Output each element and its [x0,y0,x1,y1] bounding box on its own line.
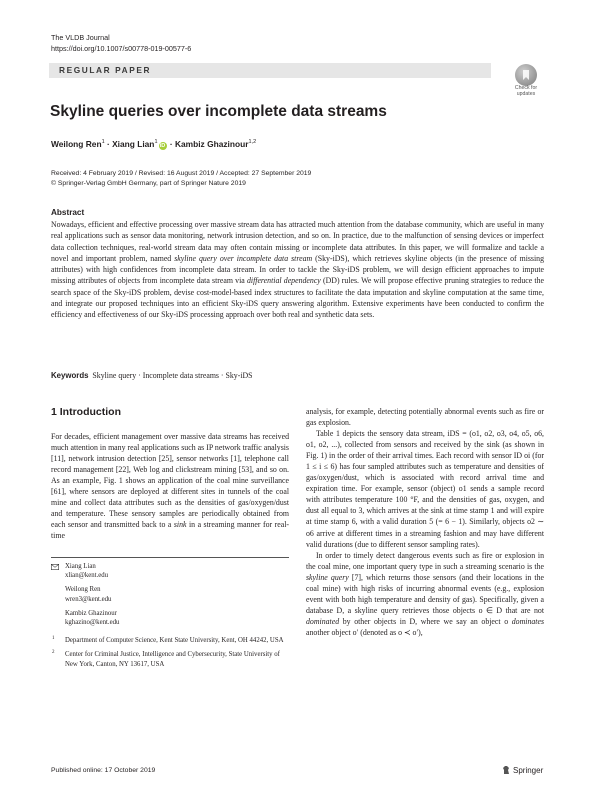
footnote-divider [51,557,289,558]
article-type-banner: REGULAR PAPER [49,63,491,78]
publication-dates [51,169,311,189]
left-column [51,431,289,541]
contact-name: Weilong Ren [65,586,101,594]
contact-entry [51,562,289,580]
author-name[interactable]: Kambiz Ghazinour [174,139,249,149]
publisher-logo [502,765,543,775]
contact-email[interactable]: xlian@kent.edu [65,572,109,580]
affiliation-number: 2 [52,650,55,656]
keywords-list: Skyline query · Incomplete data streams · Sky-iDS [92,371,253,380]
paragraph: analysis, for example, detecting potentially abnormal events such as fire or gas explosion. [306,407,544,428]
affiliation-number: 1 [52,636,55,642]
paragraph: For decades, efficient management over massive data streams has received much attention in many real applications such as IP network traffic analysis [11], network intrusion detection [25], sensor networks [1], telephone call record management [22], Web log and clickstream mining [53], and so on. As an example, Fig. 1 shows an application of the coal mine surveillance [61], where sensors are deployed at different sites in tunnels of the coal mine and collect data attributes such as the densities of gas/oxygen/dust and temperature. These sensory samples are periodically obtained from each sensor and transmitted back to a sink in a streaming manner for real-time [51,432,289,541]
orcid-icon[interactable]: iD [159,143,166,149]
author-affil-sup: 1,2 [248,139,257,146]
journal-name: The VLDB Journal [51,33,110,42]
published-online: Published online: 17 October 2019 [51,767,156,774]
contact-name: Xiang Lian [65,563,96,570]
author-name[interactable]: Xiang Lian [112,139,155,149]
author-separator: · [104,139,113,149]
contact-entry [51,609,289,627]
journal-header [51,33,191,54]
affiliation-text: Center for Criminal Justice, Intelligence and Cybersecurity, State University of New York, Canton, NY 13617, USA [65,651,280,668]
contact-entry [51,585,289,603]
author-affil-sup: 1 [101,139,105,146]
author-affil-sup: 1 [154,139,158,146]
badge-line2: updates [516,90,536,97]
contact-email[interactable]: wren3@kent.edu [65,595,112,603]
publisher-name: Springer [513,766,544,775]
abstract-text: Nowadays, efficient and effective processing over massive stream data has attracted much attention from the database community, which are useful in many real applications such as sensor data monitoring, network intrusion detection, and so on. In practice, due to the malfunction of sensing devices or imperfect data collection techniques, real-world stream data may often contain missing or incomplete data attributes. In this paper, we will formalize and tackle a novel and important problem, named skyline query over incomplete data stream (Sky-iDS), which retrieves skyline objects (in the presence of missing attributes) with high confidences from incomplete data stream. In order to tackle the Sky-iDS problem, we will design efficient approaches to impute missing attributes of objects from incomplete data stream via differential dependency (DD) rules. We will propose effective pruning strategies to reduce the search space of the Sky-iDS problem, devise cost-model-based index structures to facilitate the data imputation and skyline computation at the same time, and integrate our proposed techniques into an efficient Sky-iDS query answering algorithm. Extensive experiments have been conducted to confirm the efficiency and effectiveness of our Sky-iDS processing approach over both real and synthetic data sets. [51,220,545,319]
affiliation [51,650,289,668]
paragraph: In order to timely detect dangerous events such as fire or explosion in the coal mine, one important query type in such a streaming scenario is the skyline query [7], which returns those sensors (and their locations in the coal mine) with high risks of incurring abnormal events (e.g., explosion event with both high temperature and density of gas). Specifically, given a database D, a skyline query retrieves those objects o ∈ D that are not dominated by other objects in D, where we say an object o dominates another object o′ (denoted as o ≺ o′), [306,550,544,637]
springer-horse-icon [502,765,511,775]
affiliation-text: Department of Computer Science, Kent State University, Kent, OH 44242, USA [65,637,284,645]
right-column [306,406,544,638]
keywords-label: Keywords [51,371,89,380]
contact-name: Kambiz Ghazinour [65,609,117,617]
author-name[interactable]: Weilong Ren [51,139,102,149]
abstract-heading: Abstract [51,208,85,217]
paragraph: Table 1 depicts the sensory data stream, iDS = (o1, o2, o3, o4, o5, o6, o1, o2, ...), collected from sensors and received by the sink (as shown in Fig. 1) in the order of their arrival times. Each record with sensor ID oi (for 1 ≤ i ≤ 6) has four sampled attributes such as temperature and densities of gas/oxygen/dust, which is associated with record arrival time and expiration time. For example, sensor (object) o1 sends a sample record with attributes temperature 100 °F, and the densities of gas, oxygen, and dust all equal to 3, which arrives at the sink at time stamp 1 and will expire at time stamp 6, with a valid duration 5 (= 6 − 1). Similarly, objects o2 ∼ o6 arrive at different times in a streaming fashion and may have different valid durations (due to different sensor sampling rates). [306,429,544,549]
copyright: © Springer-Verlag GmbH Germany, part of Springer Nature 2019 [51,180,246,187]
history-dates: Received: 4 February 2019 / Revised: 16 August 2019 / Accepted: 27 September 2019 [51,170,312,177]
keywords [51,371,253,380]
author-contacts [51,562,289,674]
envelope-icon [51,564,59,570]
contact-email[interactable]: kghazino@kent.edu [65,619,120,627]
author-list [51,139,256,150]
author-separator: · [167,139,175,149]
section-heading: 1 Introduction [51,406,121,418]
check-for-updates-badge[interactable] [509,64,543,98]
check-updates-icon [515,64,537,86]
affiliation [51,636,289,645]
badge-line1: Check for [514,85,538,91]
journal-doi[interactable]: https://doi.org/10.1007/s00778-019-00577-6 [51,43,192,53]
paper-title: Skyline queries over incomplete data streams [50,103,387,120]
